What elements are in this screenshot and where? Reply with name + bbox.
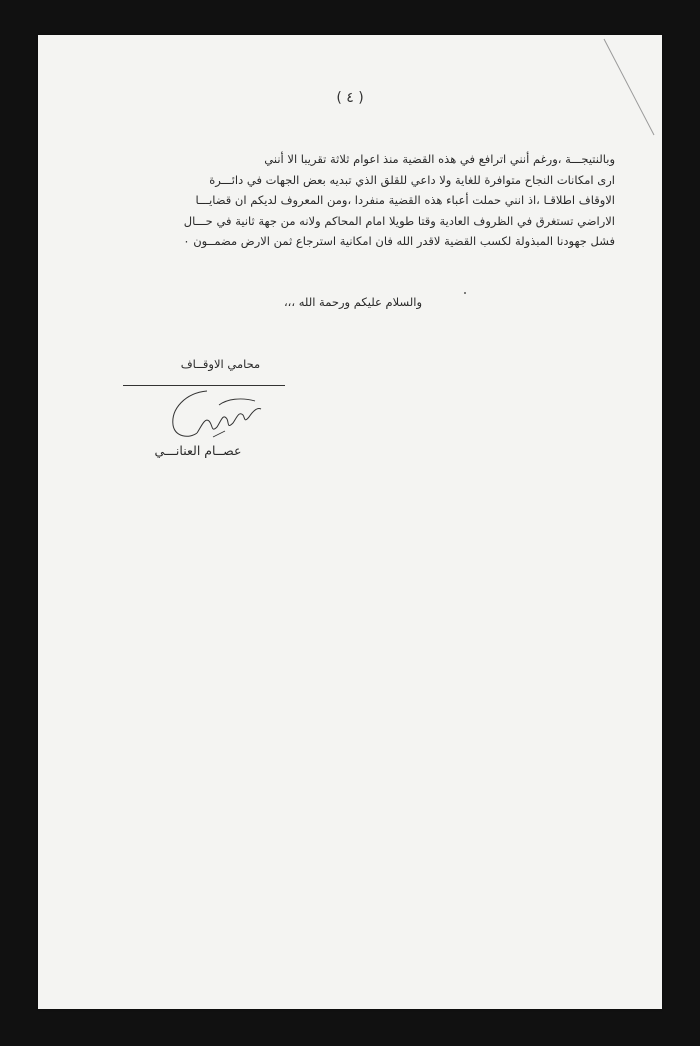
signature-rule — [123, 385, 285, 386]
signature-block — [123, 357, 288, 458]
document-page — [38, 35, 662, 1009]
letter-body — [93, 149, 615, 252]
handwritten-signature — [167, 387, 267, 447]
ink-speck — [464, 292, 466, 294]
letter-line: فشل جهودنا المبذولة لكسب القضية لاقدر الله فان امكانية استرجاع ثمن الارض مضمــون ٠ — [183, 234, 615, 248]
signatory-name: عصــام العنانـــي — [154, 443, 242, 458]
letter-line: ارى امكانات النجاح متوافرة للغاية ولا داعي للقلق الذي تبديه بعض الجهات في دائـــرة — [209, 172, 615, 187]
letter-line: الاوقاف اطلاقـا ،اذ انني حملت أعباء هذه القضية منفردا ،ومن المعروف لديكم ان قضايـــا — [195, 193, 615, 207]
closing-greeting: والسلام عليكم ورحمة الله ،،، — [283, 295, 423, 309]
page-number: ( ٤ ) — [336, 90, 364, 106]
signatory-title: محامي الاوقــاف — [180, 357, 261, 371]
letter-line: الاراضي تستغرق في الظروف العادية وقتا طويلا امام المحاكم ولانه من جهة ثانية في حـــال — [183, 213, 615, 228]
letter-line: وبالنتيجـــة ،ورغم أنني اترافع في هذه القضية منذ اعوام ثلاثة تقريبا الا أنني — [264, 152, 615, 166]
